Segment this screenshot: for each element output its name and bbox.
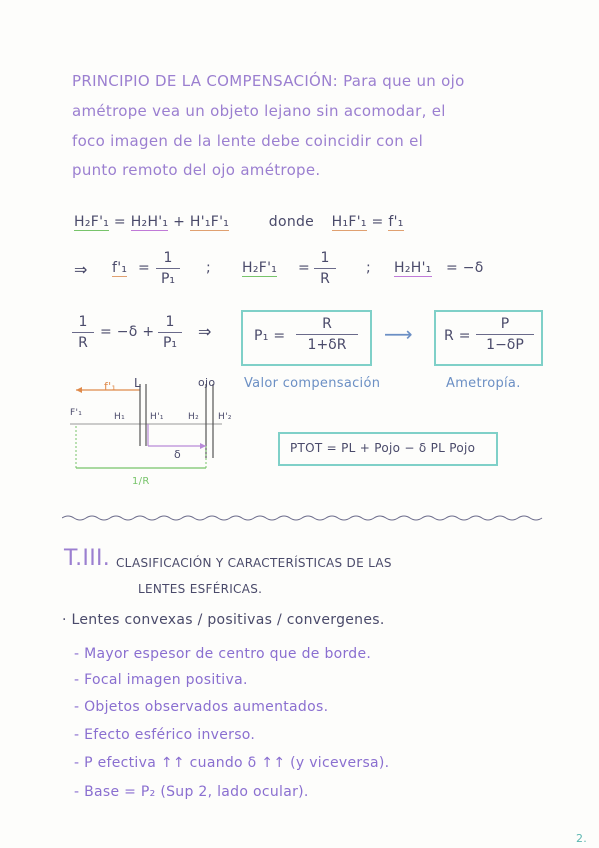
eq2-den-1: P₁ [160,271,176,287]
eq1-donde: donde [268,214,315,230]
eq2-fraction-2 [314,250,336,287]
eq2-k: H₂H'₁ [394,260,432,276]
fraction-bar [156,268,180,269]
eq2-fraction-1 [156,250,180,287]
eq1-equals-2: = [371,214,384,230]
ptot-formula: PTOT = PL + Pojo − δ PL Pojo [290,441,476,455]
diagram-invR-label: 1/R [132,476,150,487]
eq1-term-b: H₂H'₁ [130,214,169,230]
label-ametropia: Ametropía. [446,376,521,391]
eq1-term-c: H'₁F'₁ [189,214,230,230]
fraction-bar [72,332,94,333]
page-number: 2. [576,832,588,845]
paragraph-line-2: amétrope vea un objeto lejano sin acomodar, el [72,102,446,120]
eq2-arrow: ⇒ [74,260,88,279]
eq3-fraction-1 [72,314,94,351]
list-item: - Mayor espesor de centro que de borde. [74,646,372,662]
box1-num: R [322,316,332,332]
eq2-den-2: R [320,271,330,287]
lens-diagram [62,376,232,492]
box2-num: P [500,316,510,332]
f1-arrowhead [76,387,82,393]
box1-lhs: P₁ = [254,328,286,344]
eq3-den-2: P₁ [162,335,178,351]
eq1-term-a: H₂F'₁ [74,214,110,230]
eq1-equals: = [113,214,126,230]
list-item: - P efectiva ↑↑ cuando δ ↑↑ (y viceversa). [74,755,390,771]
eq3-mid: = −δ + [100,324,155,340]
section-title-line-1: CLASIFICACIÓN Y CARACTERÍSTICAS DE LAS [116,556,392,570]
box1-den: 1+δR [307,337,347,353]
diagram-L-label: L [134,376,141,390]
paragraph-line-3: foco imagen de la lente debe coincidir con el [72,132,424,150]
box2-lhs: R = [444,328,471,344]
diagram-H2p-label: H'₂ [218,412,232,422]
eq3-den-1: R [78,335,88,351]
paragraph-line-4: punto remoto del ojo amétrope. [72,161,321,179]
fraction-bar [476,334,534,335]
eq2-sep-1: ; [206,260,212,276]
box1-fraction [296,316,358,353]
wavy-divider [62,512,552,524]
box2-fraction [476,316,534,353]
list-item: - Objetos observados aumentados. [74,699,329,715]
list-item: - Base = P₂ (Sup 2, lado ocular). [74,784,309,800]
eq2-h: H₂F'₁ [242,260,278,276]
eq2-sep-2: ; [366,260,372,276]
eq2-equals: = [138,260,151,276]
list-heading: · Lentes convexas / positivas / convergenes. [62,612,385,628]
diagram-ojo-label: ojo [198,376,216,389]
section-title-line-2: LENTES ESFÉRICAS. [138,582,263,596]
wavy-line [62,516,542,520]
delta-arrowhead [200,443,206,449]
diagram-f1-label: f'₁ [104,380,117,393]
list-item: - Efecto esférico inverso. [74,727,256,743]
equation-1 [74,214,404,230]
fraction-bar [158,332,182,333]
box2-den: 1−δP [486,337,524,353]
eq1-term-e: f'₁ [388,214,404,230]
eq3-num-1: 1 [78,314,88,330]
eq3-num-2: 1 [165,314,175,330]
eq1-term-d: H₁F'₁ [331,214,367,230]
eq2-num-1: 1 [163,250,173,266]
label-valor-compensacion: Valor compensación [244,376,381,391]
diagram-H1p-label: H'₁ [150,412,164,422]
eq3-fraction-2 [158,314,182,351]
eq2-num-2: 1 [320,250,330,266]
fraction-bar [314,268,336,269]
list-item: - Focal imagen positiva. [74,672,248,688]
diagram-H1-label: H₁ [114,412,125,422]
section-number: T.III. [64,546,111,571]
paragraph-line-1: PRINCIPIO DE LA COMPENSACIÓN: Para que un ojo [72,72,465,90]
eq2-f: f'₁ [112,260,128,276]
fraction-bar [296,334,358,335]
eq1-plus: + [173,214,186,230]
eq3-long-arrow: ⟶ [384,322,413,346]
diagram-H2-label: H₂ [188,412,199,422]
diagram-delta-label: δ [174,448,182,461]
eq3-arrow: ⇒ [198,322,212,341]
diagram-F1-label: F'₁ [70,408,83,418]
eq2-equals-b: = [298,260,311,276]
eq2-rest: = −δ [446,260,484,276]
